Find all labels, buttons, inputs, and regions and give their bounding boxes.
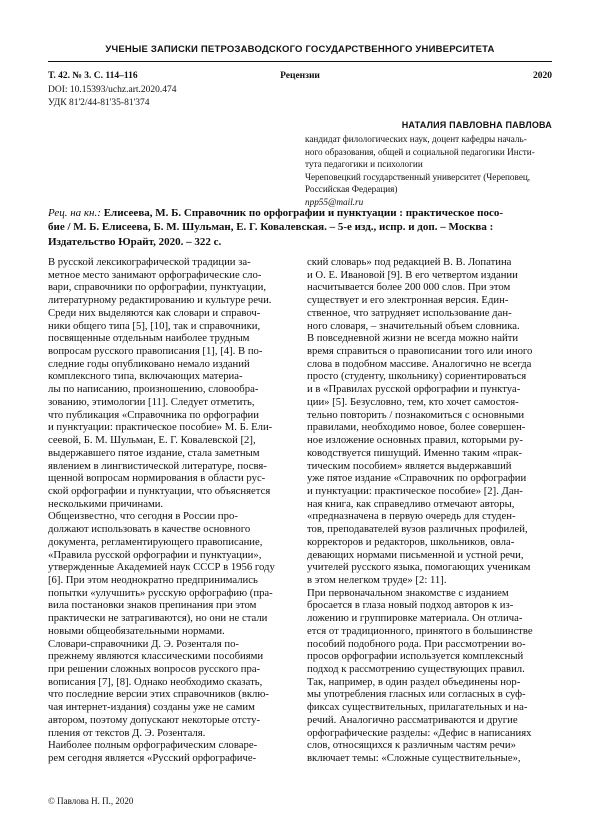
text-line: тическим пособием» является выдержавший xyxy=(307,459,512,472)
text-line: тов, преподавателей вузов различных профилей, xyxy=(307,523,528,536)
text-line: следние годы опубликовано немало изданий xyxy=(48,357,250,370)
text-line: орфографические разделы: «Дефис в написаниях xyxy=(307,726,532,739)
text-line: В повседневной жизни не всегда можно найти xyxy=(307,332,519,345)
text-line: учителей русского языка, помогающих ученикам xyxy=(307,561,531,574)
text-line: ский словарь» под редакцией В. В. Лопатина xyxy=(307,256,512,268)
text-line: ное изложение основных правил, которыми ру- xyxy=(307,434,523,447)
text-line: сеевой, Б. М. Шульман, Е. Г. Ковалевской [2], xyxy=(48,434,256,447)
text-line: документа, регламентирующего правописание, xyxy=(48,535,263,548)
text-line: чая интернет-издания) созданы уже не самим xyxy=(48,701,255,714)
author-name: НАТАЛИЯ ПАВЛОВНА ПАВЛОВА xyxy=(401,120,552,130)
udk-code: УДК 81'2/44-81'35-81'374 xyxy=(48,98,150,108)
text-line: ного словаря, – значительный объем словника. xyxy=(307,319,520,332)
text-line: что последние версии этих справочников (вклю- xyxy=(48,688,269,701)
author-affiliation xyxy=(305,133,555,209)
author-email[interactable]: npp55@mail.ru xyxy=(305,196,364,207)
text-line: в этом нелегком труде» [2: 11]. xyxy=(307,573,447,586)
text-line: и пунктуации: практическое пособие» [2]. Дан- xyxy=(307,484,523,497)
text-line: лы по написанию, произношению, словообра- xyxy=(48,383,259,396)
affiliation-line: кандидат филологических наук, доцент кафедры началь- xyxy=(305,134,527,144)
text-line: что публикация «Справочника по орфографии xyxy=(48,408,259,421)
text-line: слов, относящихся к различным частям речи» xyxy=(307,739,516,752)
text-line: и пунктуации: практическое пособие» М. Б. Ели- xyxy=(48,421,273,434)
text-line: комплексного типа, включающих материа- xyxy=(48,370,243,383)
year: 2020 xyxy=(533,71,552,81)
text-line: щенной вопросам нормирования в области рус- xyxy=(48,472,266,485)
text-line: вописания [7], [8]. Однако необходимо сказать, xyxy=(48,675,263,688)
text-line: мы употребления гласных или согласных в суф- xyxy=(307,688,526,701)
text-line: практически не затрагиваются), но они не стали xyxy=(48,612,268,625)
affiliation-line: Череповецкий государственный университет (Череповец, xyxy=(305,171,531,182)
text-line: «Правила русской орфографии и пунктуации», xyxy=(48,548,262,561)
text-line: ется от традиционного, принятого в большинстве xyxy=(307,624,533,637)
text-line: При первоначальном знакомстве с изданием xyxy=(307,586,509,599)
text-line: метное место занимают орфографические сло- xyxy=(48,268,262,281)
copyright-notice: © Павлова Н. П., 2020 xyxy=(48,796,134,806)
text-line: существует и его электронная версия. Един- xyxy=(307,294,509,307)
text-line: включает темы: «Сложные существительные», xyxy=(307,752,521,765)
text-line: ководствуется пишущий. Именно таким «прак- xyxy=(307,446,523,459)
text-line: выдержавшего пятое издание, стала заметным xyxy=(48,446,260,459)
review-label: Рец. на кн.: xyxy=(48,207,101,219)
text-line: при решении сложных вопросов русского пра- xyxy=(48,663,261,675)
text-line: вари, справочники по орфографии, пунктуации, xyxy=(48,281,267,294)
text-line: утвержденные Академией наук СССР в 1956 году xyxy=(48,561,275,574)
body-column-left xyxy=(48,256,293,765)
text-line: бросается в глаза новый подход авторов к из- xyxy=(307,599,514,612)
text-line: вопросам русского правописания [1], [4]. В по- xyxy=(48,345,263,358)
text-line: прежнему являются классическими пособиями xyxy=(48,650,264,663)
text-line: просов орфографии используется комплексный xyxy=(307,650,524,663)
text-line: просто (студенту, школьнику) сориентироваться xyxy=(307,370,527,383)
text-line: и в «Правилах русской орфографии и пунктуа- xyxy=(307,383,521,396)
text-line: зованию, этимологии [11]. Следует отметить, xyxy=(48,395,255,408)
issue-info: Т. 42. № 3. С. 114–116 xyxy=(48,71,138,81)
journal-title: УЧЕНЫЕ ЗАПИСКИ ПЕТРОЗАВОДСКОГО ГОСУДАРСТВЕННОГО УНИВЕРСИТЕТА xyxy=(105,44,495,55)
text-line: время справиться о правописании того или иного xyxy=(307,345,533,358)
text-line: В русской лексикографической традиции за- xyxy=(48,256,251,268)
text-line: Так, например, в один раздел объединены нор- xyxy=(307,675,521,688)
header-rule xyxy=(48,61,552,62)
citation-line: бие / М. Б. Елисеева, Б. М. Шульман, Е. Г. Ковалевская. – 5-е изд., испр. и доп. – Москва : xyxy=(48,221,494,234)
text-line: несколькими причинами. xyxy=(48,497,164,510)
text-line: фиксах существительных, прилагательных и на- xyxy=(307,701,528,714)
reviewed-book-citation xyxy=(48,206,554,249)
text-line: попытки «улучшить» русскую орфографию (пра- xyxy=(48,586,273,599)
text-line: правилами, необходимо новое, более совершен- xyxy=(307,421,526,434)
text-line: вила постановки знаков препинания при этом xyxy=(48,599,257,612)
text-line: речий. Аналогично рассматриваются и другие xyxy=(307,713,518,726)
text-line: должают использовать в качестве основного xyxy=(48,523,251,536)
text-line: слова в подобном массиве. Аналогично не всегда xyxy=(307,357,532,370)
doi[interactable]: DOI: 10.15393/uchz.art.2020.474 xyxy=(48,85,177,95)
text-line: «предназначена в первую очередь для студен- xyxy=(307,510,516,523)
citation-text: Елисеева, М. Б. Справочник по орфографии и пунктуации : практическое посо- xyxy=(100,207,504,219)
affiliation-line: Российская Федерация) xyxy=(305,184,398,195)
text-line: Наиболее полным орфографическим словаре- xyxy=(48,739,258,752)
text-line: [6]. При этом неоднократно предпринимались xyxy=(48,573,258,586)
text-line: корректоров и редакторов, школьников, овла- xyxy=(307,535,515,548)
text-line: ники общего типа [5], [10], так и справочники, xyxy=(48,319,261,332)
text-line: насчитывается более 200 000 слов. При этом xyxy=(307,281,511,294)
text-line: подход к рассмотрению существующих правил. xyxy=(307,663,525,675)
text-line: ная книга, как справедливо отмечают авторы, xyxy=(307,497,515,510)
text-line: Среди них выделяются как словари и справоч- xyxy=(48,306,261,319)
text-line: девающих нормами письменной и устной речи, xyxy=(307,548,524,561)
citation-line xyxy=(48,206,554,220)
body-column-right xyxy=(307,256,552,765)
text-line: пления от текстов Д. Э. Розенталя. xyxy=(48,726,206,739)
affiliation-line: ного образования, общей и социальной педагогики Инсти- xyxy=(305,146,535,157)
text-line: явлением в лингвистической литературе, посвя- xyxy=(48,459,267,472)
text-line: тельно повторить / познакомиться с основными xyxy=(307,408,525,421)
text-line: пособий подобного рода. При рассмотрении во- xyxy=(307,637,526,650)
text-line: литературному редактированию и культуре речи. xyxy=(48,294,272,307)
text-line: и О. Е. Ивановой [9]. В его четвертом издании xyxy=(307,268,518,281)
affiliation-line: тута педагогики и психологии xyxy=(305,159,423,170)
section-label: Рецензии xyxy=(280,71,320,81)
text-line: Общеизвестно, что сегодня в России про- xyxy=(48,510,238,523)
text-line: ложению и группировке материала. Он отлича- xyxy=(307,612,523,625)
text-line: ской орфографии и пунктуации, что объясняется xyxy=(48,484,271,497)
text-line: Словари-справочники Д. Э. Розенталя по- xyxy=(48,637,239,650)
text-line: ственное, что затрудняет использование дан- xyxy=(307,306,512,319)
citation-line: Издательство Юрайт, 2020. – 322 с. xyxy=(48,235,222,248)
text-line: автором, поэтому допускают некоторые отсту- xyxy=(48,713,261,726)
text-line: рем сегодня является «Русский орфографиче- xyxy=(48,752,257,765)
text-line: посвященные отдельным наиболее трудным xyxy=(48,332,250,345)
text-line: новыми общеобязательными нормами. xyxy=(48,624,225,637)
text-line: ции» [5]. Безусловно, тем, кто хочет самостоя- xyxy=(307,395,519,408)
text-line: уже пятое издание «Справочник по орфографии xyxy=(307,472,527,485)
